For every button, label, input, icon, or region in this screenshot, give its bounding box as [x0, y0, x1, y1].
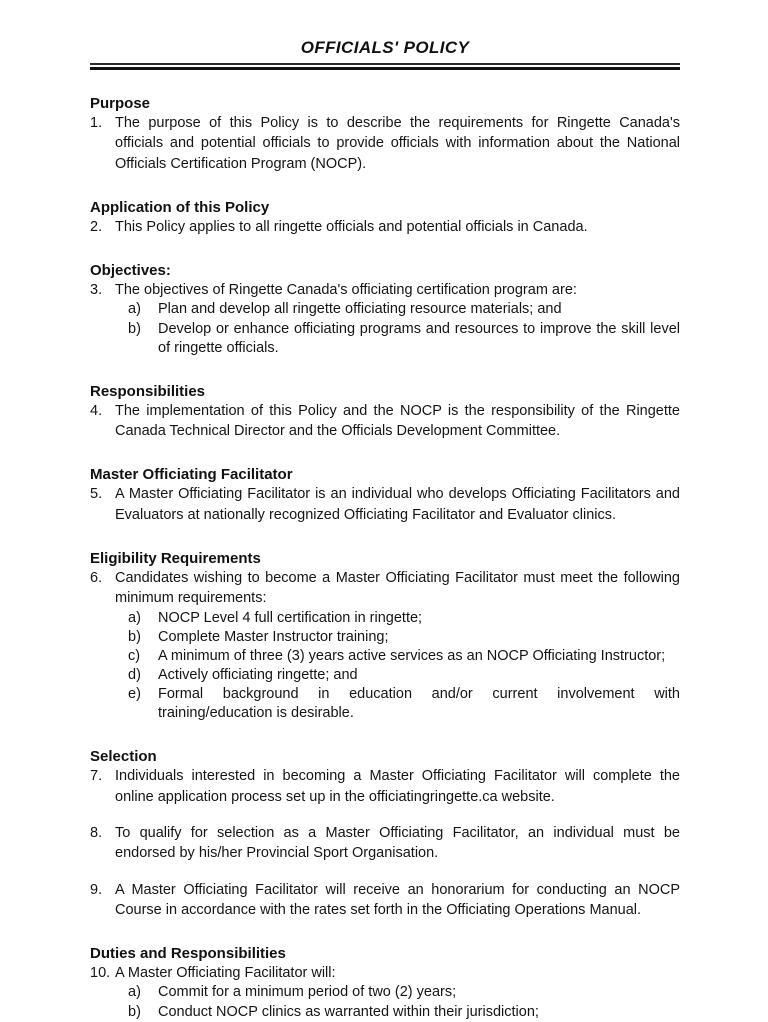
subitem-text: Commit for a minimum period of two (2) years;	[158, 984, 457, 1001]
subitem-letter: a)	[128, 609, 141, 626]
numbered-item	[90, 484, 680, 525]
numbered-item	[90, 766, 680, 807]
item-text: The objectives of Ringette Canada's officiating certification program are:	[115, 282, 577, 299]
item-number: 10.	[90, 965, 111, 982]
page-title: OFFICIALS' POLICY	[300, 38, 470, 57]
lettered-subitem	[128, 320, 680, 358]
numbered-item	[90, 113, 680, 174]
subitem-letter: c)	[128, 647, 141, 664]
numbered-item	[90, 217, 680, 237]
lettered-subitem	[128, 609, 680, 628]
lettered-subitem	[128, 300, 680, 319]
lettered-subitem	[128, 983, 680, 1002]
item-text: The purpose of this Policy is to describe the requirements for Ringette Canada's officials and potential officials to provide officials with information about the National Officials Certification Program (NOCP).	[115, 115, 680, 172]
item-text: A Master Officiating Facilitator is an individual who develops Officiating Facilitators and Evaluators at nationally recognized Officiating Facilitator and Evaluator clinics.	[115, 486, 680, 523]
item-text: Individuals interested in becoming a Master Officiating Facilitator will complete the online application process set up in the officiatingringette.ca website.	[115, 768, 680, 805]
numbered-item	[90, 823, 680, 864]
item-text: A Master Officiating Facilitator will:	[115, 965, 336, 982]
section-purpose	[90, 95, 680, 174]
item-number: 8.	[90, 824, 103, 841]
item-text: This Policy applies to all ringette officials and potential officials in Canada.	[115, 218, 588, 235]
section-selection	[90, 748, 680, 920]
section-master-officiating-facilitator	[90, 466, 680, 525]
section-duties-and-responsibilities	[90, 945, 680, 1022]
section-heading: Purpose	[90, 95, 151, 112]
subitem-letter: d)	[128, 667, 141, 684]
numbered-item	[90, 880, 680, 921]
item-number: 4.	[90, 402, 103, 419]
subitem-text: Actively officiating ringette; and	[158, 667, 358, 684]
item-number: 1.	[90, 115, 103, 131]
section-eligibility-requirements	[90, 550, 680, 723]
subitem-text: Conduct NOCP clinics as warranted within their jurisdiction;	[158, 1003, 539, 1020]
numbered-item	[90, 280, 680, 300]
section-heading: Eligibility Requirements	[90, 550, 261, 568]
section-heading: Selection	[90, 748, 157, 766]
subitem-letter: b)	[128, 1003, 141, 1020]
lettered-subitem	[128, 647, 680, 666]
section-heading: Master Officiating Facilitator	[90, 466, 293, 484]
lettered-subitem	[128, 628, 680, 647]
item-number: 7.	[90, 768, 103, 785]
section-heading: Responsibilities	[90, 382, 206, 400]
item-text: A Master Officiating Facilitator will receive an honorarium for conducting an NOCP Course in accordance with the rates set forth in the Officiating Operations Manual.	[115, 881, 680, 918]
subitem-letter: e)	[128, 686, 141, 703]
numbered-item	[90, 963, 680, 983]
subitem-letter: b)	[128, 628, 141, 645]
subitem-letter: a)	[128, 984, 141, 1001]
subitem-text: Complete Master Instructor training;	[158, 628, 389, 645]
lettered-subitem	[128, 666, 680, 685]
section-heading: Objectives:	[90, 262, 171, 280]
section-heading: Application of this Policy	[90, 198, 270, 216]
document-header	[90, 38, 680, 70]
subitem-text: Plan and develop all ringette officiating resource materials; and	[158, 301, 562, 318]
section-objectives	[90, 262, 680, 358]
subitem-text: Develop or enhance officiating programs and resources to improve the skill level of ringette officials.	[158, 320, 680, 356]
numbered-item	[90, 568, 680, 609]
subitem-letter: b)	[128, 320, 141, 337]
lettered-subitem	[128, 1003, 680, 1022]
item-text: Candidates wishing to become a Master Officiating Facilitator must meet the following minimum requirements:	[115, 570, 680, 607]
subitem-text: A minimum of three (3) years active services as an NOCP Officiating Instructor;	[158, 647, 666, 664]
section-responsibilities	[90, 383, 680, 442]
item-number: 3.	[90, 282, 103, 299]
section-heading: Duties and Responsibilities	[90, 945, 286, 963]
title-divider	[90, 63, 680, 70]
lettered-subitem	[128, 685, 680, 723]
item-number: 9.	[90, 881, 103, 898]
divider-thick-line	[90, 67, 680, 70]
item-text: To qualify for selection as a Master Officiating Facilitator, an individual must be endorsed by his/her Provincial Sport Organisation.	[115, 824, 680, 862]
item-number: 5.	[90, 486, 103, 503]
subitem-letter: a)	[128, 301, 141, 318]
item-number: 6.	[90, 570, 103, 587]
numbered-item	[90, 401, 680, 442]
subitem-text: Formal background in education and/or current involvement with training/education is desirable.	[158, 686, 680, 722]
item-number: 2.	[90, 218, 103, 235]
document-body	[90, 95, 680, 1022]
item-text: The implementation of this Policy and the NOCP is the responsibility of the Ringette Canada Technical Director and the Officials Development Committee.	[115, 402, 680, 440]
section-application	[90, 199, 680, 237]
subitem-text: NOCP Level 4 full certification in ringette;	[158, 609, 423, 626]
